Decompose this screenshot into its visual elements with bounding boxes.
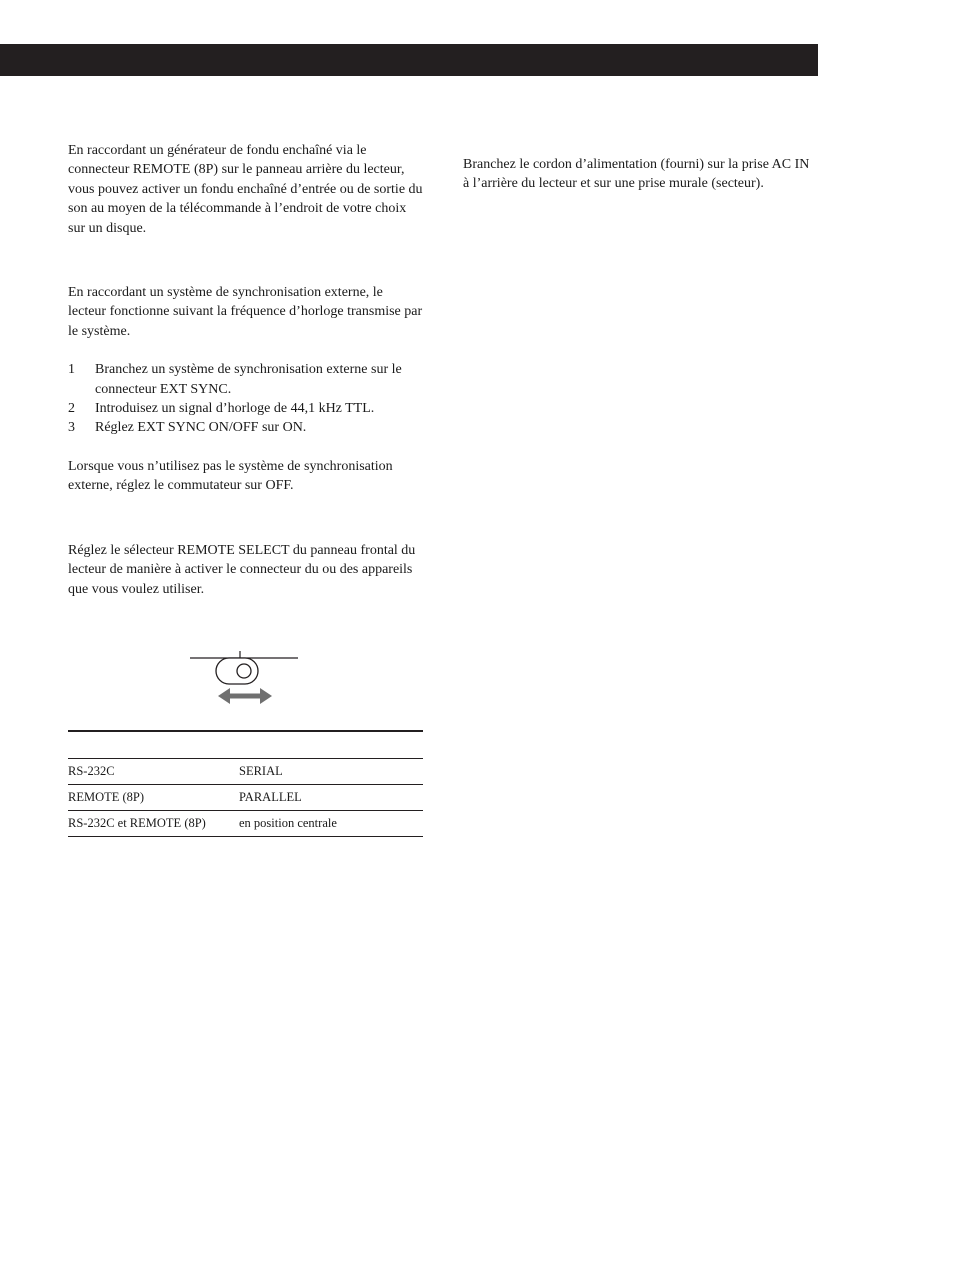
table-row [68, 811, 423, 837]
table-cell: SERIAL [239, 759, 423, 785]
list-item [68, 360, 424, 399]
step-text: Branchez un système de synchronisation externe sur le connecteur EXT SYNC. [95, 362, 402, 397]
header-bar [0, 44, 818, 76]
remote-select-switch-illustration [188, 648, 300, 708]
table-row [68, 759, 423, 785]
step-number: 2 [68, 401, 75, 417]
remote-select-paragraph: Réglez le sélecteur REMOTE SELECT du panneau frontal du lecteur de manière à activer le connecteur du ou des appareils que vous voulez utiliser. [68, 542, 416, 597]
sync-steps-list [68, 360, 424, 438]
table-cell: REMOTE (8P) [68, 785, 239, 811]
double-arrow-icon [218, 688, 272, 704]
sync-paragraph: En raccordant un système de synchronisation externe, le lecteur fonctionne suivant la fréquence d’horloge transmise par le système. [68, 285, 423, 339]
step-number: 3 [68, 420, 75, 436]
power-paragraph: Branchez le cordon d’alimentation (fourni) sur la prise AC IN à l’arrière du lecteur et sur une prise murale (secteur). [463, 157, 810, 192]
table-header-row [68, 731, 423, 759]
step-text: Introduisez un signal d’horloge de 44,1 kHz TTL. [95, 401, 375, 417]
remote-select-table [68, 730, 423, 837]
table-cell: RS-232C [68, 759, 239, 785]
step-number: 1 [68, 362, 75, 378]
left-column [68, 141, 424, 599]
fade-paragraph: En raccordant un générateur de fondu enchaîné via le connecteur REMOTE (8P) sur le panneau arrière du lecteur, vous pouvez activer un fondu enchaîné d’entrée ou de sortie du son au moyen de la télécommande à l’endroit de votre choix sur un disque. [68, 143, 423, 236]
table-cell: PARALLEL [239, 785, 423, 811]
sync-off-paragraph: Lorsque vous n’utilisez pas le système de synchronisation externe, réglez le commutateur sur OFF. [68, 458, 393, 494]
list-item [68, 399, 424, 418]
step-text: Réglez EXT SYNC ON/OFF sur ON. [95, 420, 307, 436]
list-item [68, 418, 424, 437]
table-row [68, 785, 423, 811]
switch-knob [237, 664, 251, 678]
table-header-cell [239, 731, 423, 759]
right-column [463, 155, 819, 194]
table-cell: RS-232C et REMOTE (8P) [68, 811, 239, 837]
table-header-cell [68, 731, 239, 759]
table-cell: en position centrale [239, 811, 423, 837]
